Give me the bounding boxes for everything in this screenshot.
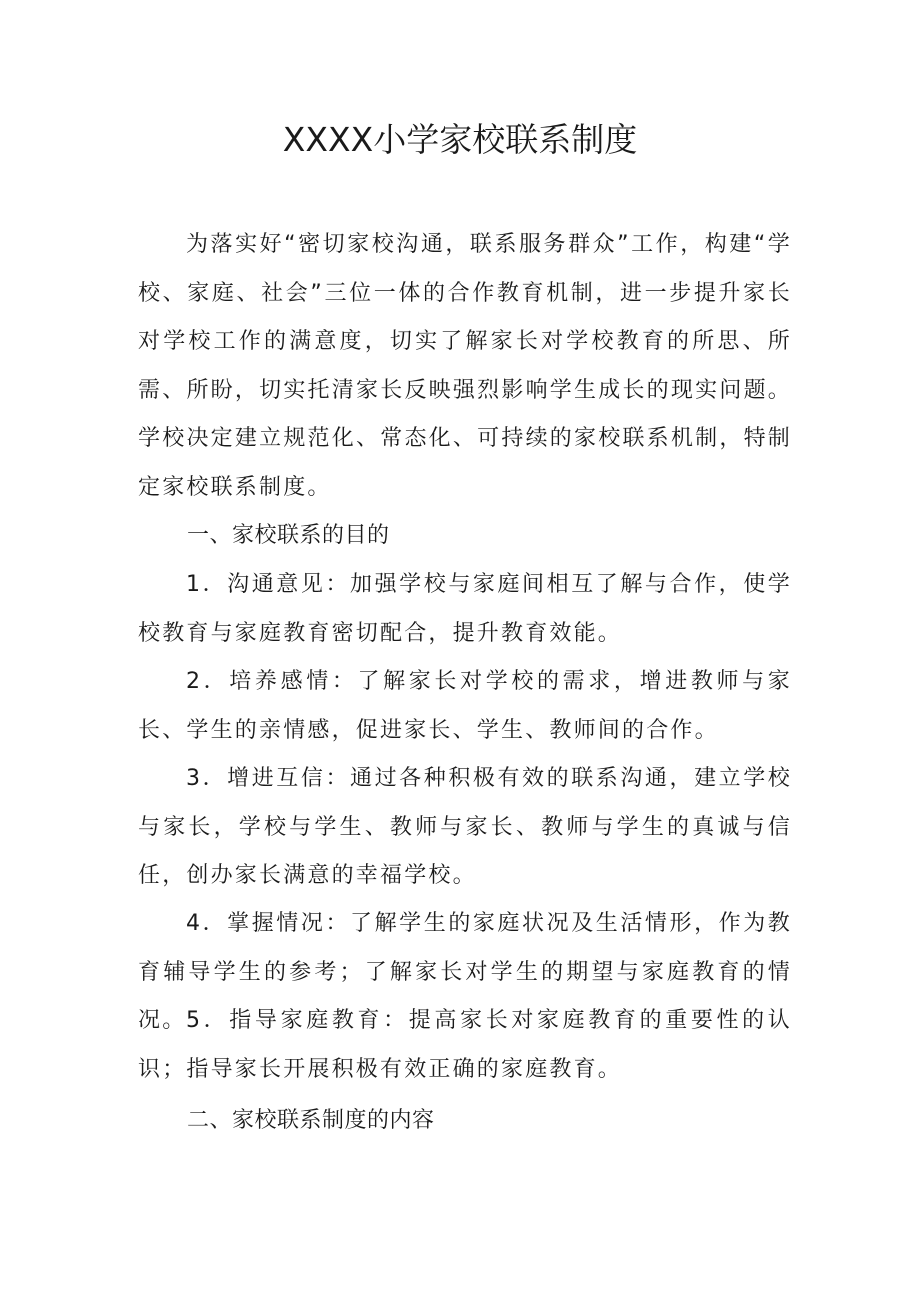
- purpose-item-5-block: [138, 997, 792, 1094]
- intro-paragraph-block: [138, 221, 792, 512]
- list-item: 5．指导家庭教育：提高家长对家庭教育的重要性的认识；指导家长开展积极有效正确的家庭教育。: [138, 1008, 792, 1082]
- list-item: 1．沟通意见：加强学校与家庭间相互了解与合作，使学校教育与家庭教育密切配合，提升教育效能。: [138, 572, 792, 646]
- section-heading-content: 二、家校联系制度的内容: [187, 1108, 435, 1133]
- section-heading-purpose: 一、家校联系的目的: [187, 523, 390, 548]
- document-title: XXXX小学家校联系制度: [282, 120, 638, 159]
- list-item: 2．培养感情：了解家长对学校的需求，增进教师与家长、学生的亲情感，促进家长、学生、教师间的合作。: [138, 669, 792, 743]
- list-item: 3．增进互信：通过各种积极有效的联系沟通，建立学校与家长，学校与学生、教师与家长、教师与学生的真诚与信任，创办家长满意的幸福学校。: [138, 766, 792, 888]
- purpose-item-3-block: [138, 755, 792, 901]
- intro-paragraph: 为落实好“密切家校沟通，联系服务群众”工作，构建“学校、家庭、社会”三位一体的合作教育机制，进一步提升家长对学校工作的满意度，切实了解家长对学校教育的所思、所需、所盼，切实托清家长反映强烈影响学生成长的现实问题。学校决定建立规范化、常态化、可持续的家校联系机制，特制定家校联系制度。: [138, 232, 792, 500]
- purpose-item-2-block: [138, 658, 792, 755]
- list-item: 4．掌握情况：了解学生的家庭状况及生活情形，作为教育辅导学生的参考；了解家长对学生的期望与家庭教育的情况。: [138, 911, 792, 1033]
- purpose-item-1-block: [138, 561, 792, 658]
